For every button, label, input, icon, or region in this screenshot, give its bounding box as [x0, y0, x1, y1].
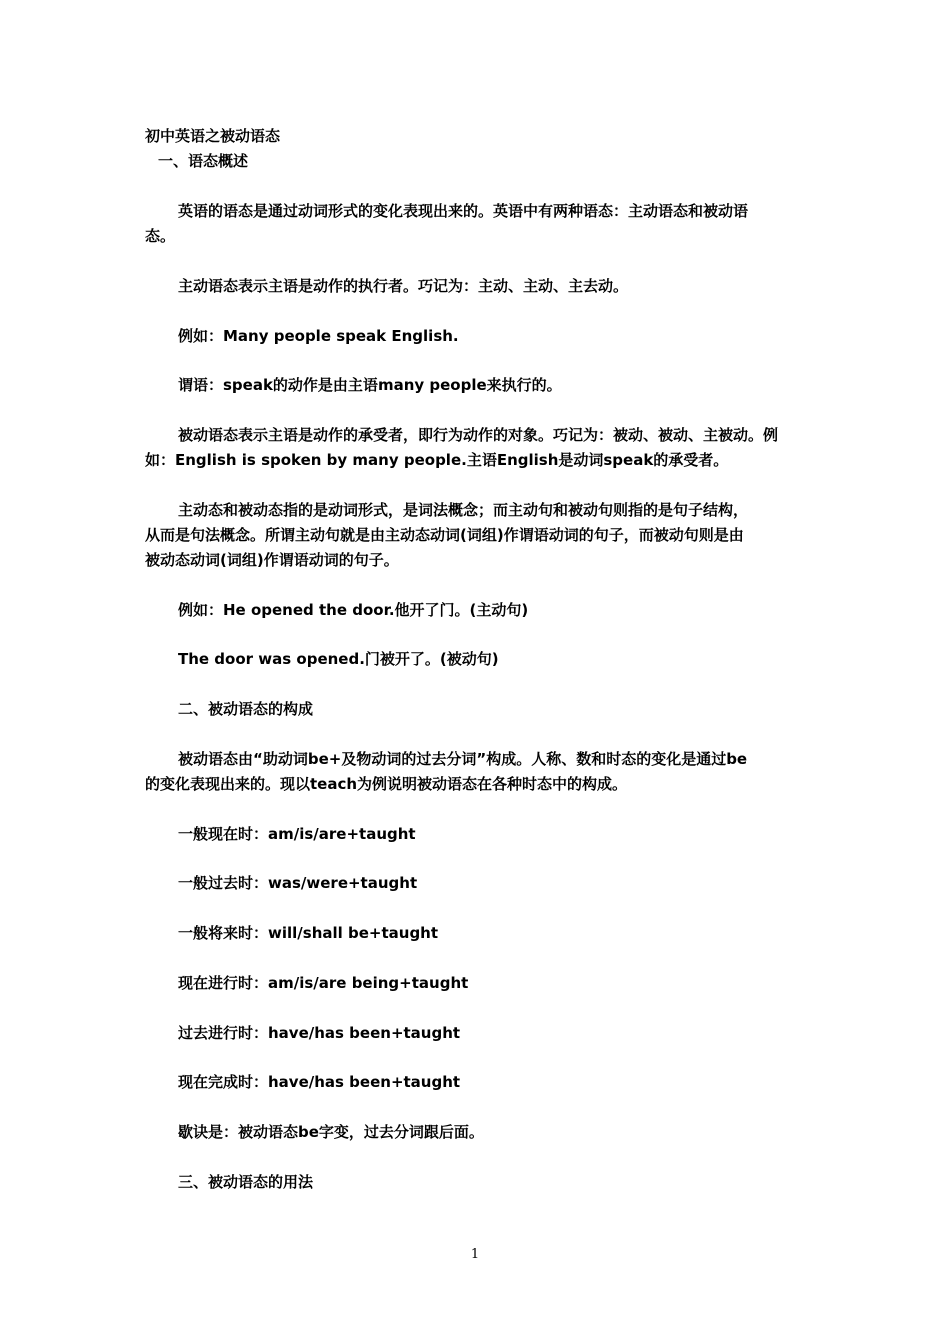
paragraph-voice-intro-line1: 英语的语态是通过动词形式的变化表现出来的。英语中有两种语态：主动语态和被动语: [178, 202, 749, 220]
tense-present-progressive: 现在进行时：am/is/are being+taught: [178, 974, 469, 992]
paragraph-structure-line2: 的变化表现出来的。现以teach为例说明被动语态在各种时态中的构成。: [145, 775, 628, 793]
paragraph-active-voice: 主动语态表示主语是动作的执行者。巧记为：主动、主动、主去动。: [178, 277, 629, 295]
paragraph-voice-vs-sentence-line3: 被动态动词(词组)作谓语动词的句子。: [145, 551, 399, 569]
paragraph-voice-vs-sentence-line1: 主动态和被动态指的是动词形式，是词法概念；而主动句和被动句则指的是句子结构，: [178, 501, 749, 519]
paragraph-predicate-note: 谓语：speak的动作是由主语many people来执行的。: [178, 376, 562, 394]
paragraph-example-passive-sentence: The door was opened.门被开了。(被动句): [178, 650, 499, 668]
paragraph-active-example: 例如：Many people speak English.: [178, 327, 459, 345]
paragraph-voice-intro-line2: 态。: [145, 227, 176, 245]
page-number: 1: [470, 1247, 480, 1262]
tense-past-progressive: 过去进行时：have/has been+taught: [178, 1024, 461, 1042]
section-heading-overview: 一、语态概述: [158, 152, 249, 170]
paragraph-voice-vs-sentence-line2: 从而是句法概念。所谓主动句就是由主动态动词(词组)作谓语动词的句子，而被动句则是由: [145, 526, 744, 544]
section-heading-structure: 二、被动语态的构成: [178, 700, 314, 718]
tense-simple-present: 一般现在时：am/is/are+taught: [178, 825, 416, 843]
tense-simple-future: 一般将来时：will/shall be+taught: [178, 924, 439, 942]
paragraph-passive-voice-line2: 如：English is spoken by many people.主语English是动词speak的承受者。: [145, 451, 729, 469]
paragraph-structure-line1: 被动语态由“助动词be+及物动词的过去分词”构成。人称、数和时态的变化是通过be: [178, 750, 748, 768]
tense-present-perfect: 现在完成时：have/has been+taught: [178, 1073, 461, 1091]
paragraph-example-active-sentence: 例如：He opened the door.他开了门。(主动句): [178, 601, 529, 619]
document-title: 初中英语之被动语态: [145, 127, 281, 145]
section-heading-usage: 三、被动语态的用法: [178, 1173, 314, 1191]
paragraph-mnemonic: 歇诀是：被动语态be字变，过去分词跟后面。: [178, 1123, 484, 1141]
paragraph-passive-voice-line1: 被动语态表示主语是动作的承受者，即行为动作的对象。巧记为：被动、被动、主被动。例: [178, 426, 779, 444]
tense-simple-past: 一般过去时：was/were+taught: [178, 874, 418, 892]
